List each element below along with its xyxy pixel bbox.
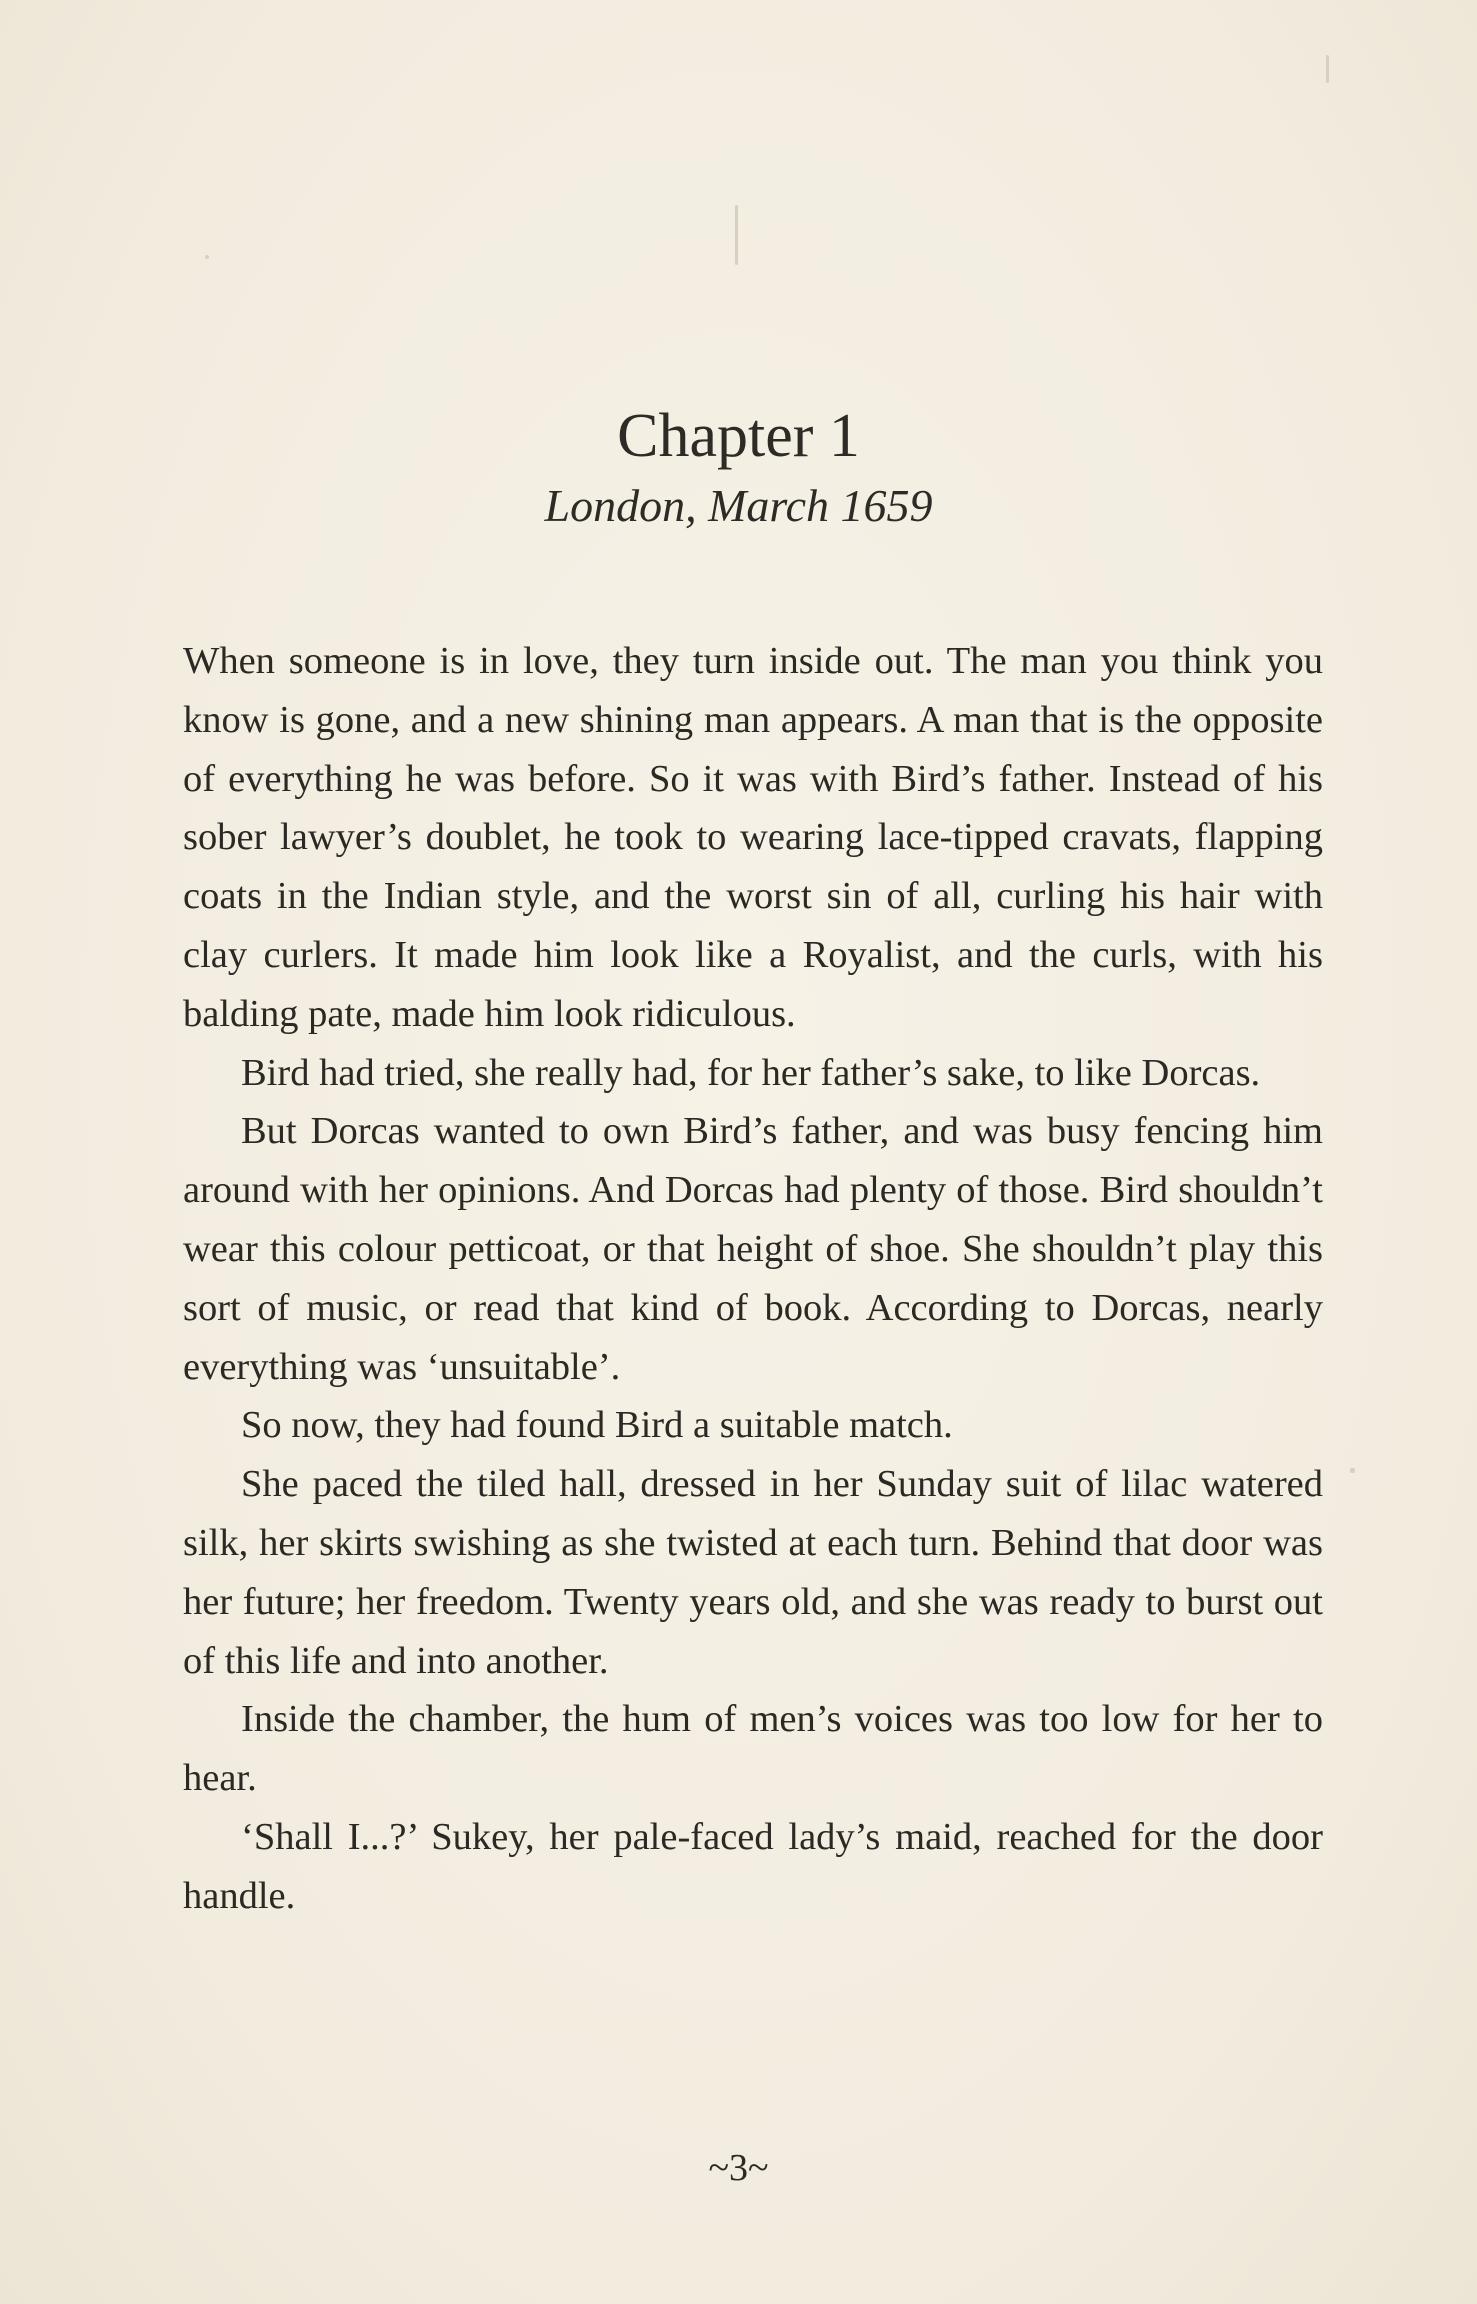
paragraph: But Dorcas wanted to own Bird’s father, and was busy fencing him around with her opinions. And Dorcas had plenty of those. Bird shouldn’t wear this colour petticoat, or that height of shoe. She shouldn’t play this sort of music, or read that kind of book. According to Dorcas, nearly everything was ‘unsuitable’. xyxy=(183,1110,1323,1388)
paragraph: When someone is in love, they turn inside out. The man you think you know is gone, and a new shining man appears. A man that is the opposite of everything he was before. So it was with Bird’s father. Instead of his sober lawyer’s doublet, he took to wearing lace-tipped cravats, flapping coats in the Indian style, and the worst sin of all, curling his hair with clay curlers. It made him look like a Royalist, and the curls, with his balding pate, made him look ridiculous. xyxy=(183,640,1323,1035)
chapter-subtitle: London, March 1659 xyxy=(544,480,933,531)
chapter-title: Chapter 1 xyxy=(617,402,860,470)
paper-speck xyxy=(205,255,209,259)
page-number: ~3~ xyxy=(708,2147,769,2189)
paper-speck xyxy=(1350,1468,1355,1473)
paper-speck xyxy=(735,205,738,265)
paper-speck xyxy=(1326,55,1329,83)
paragraph: She paced the tiled hall, dressed in her Sunday suit of lilac watered silk, her skirts swishing as she twisted at each turn. Behind that door was her future; her freedom. Twenty years old, and she was ready to burst out of this life and into another. xyxy=(183,1463,1323,1682)
paragraph: Inside the chamber, the hum of men’s voices was too low for her to hear. xyxy=(183,1698,1323,1800)
paragraph: So now, they had found Bird a suitable match. xyxy=(241,1404,953,1447)
paragraph: ‘Shall I...?’ Sukey, her pale-faced lady’s maid, reached for the door handle. xyxy=(183,1815,1323,1917)
paragraph: Bird had tried, she really had, for her father’s sake, to like Dorcas. xyxy=(241,1051,1261,1094)
chapter-body xyxy=(183,632,1323,1926)
